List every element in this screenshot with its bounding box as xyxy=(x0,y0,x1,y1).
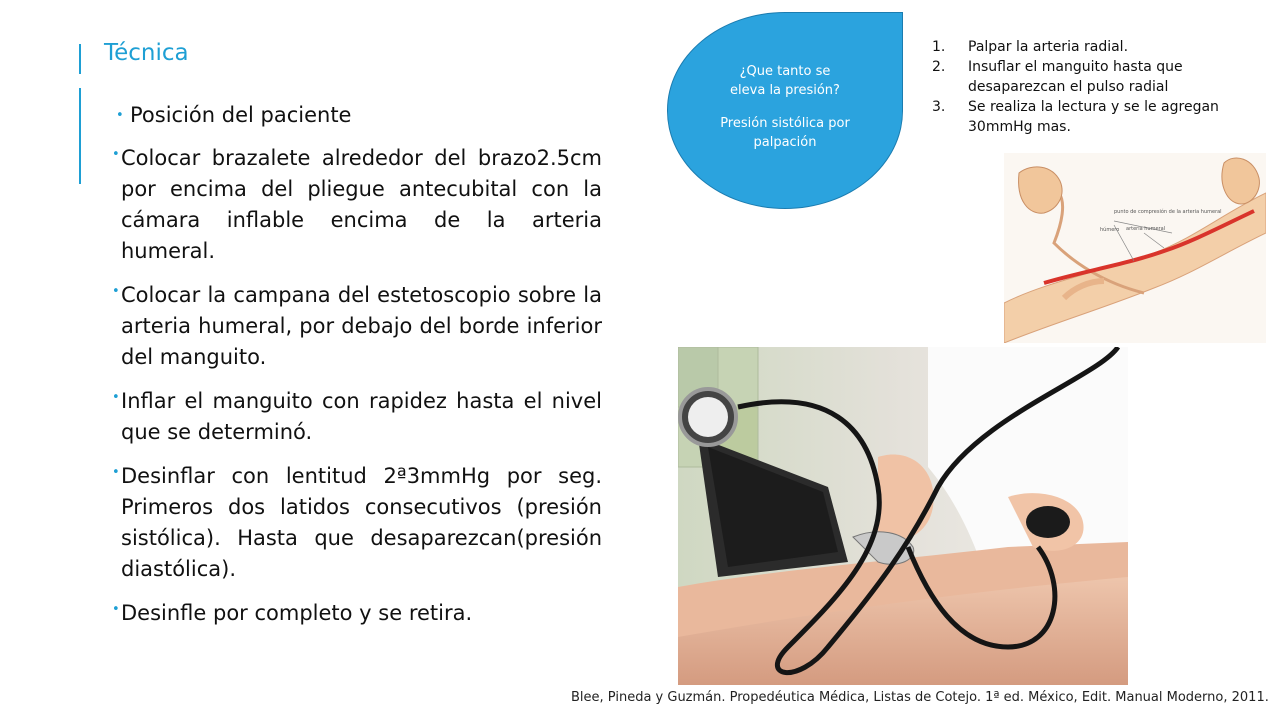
step-text xyxy=(968,57,1277,97)
illustration-label-artery: arteria humeral xyxy=(1126,226,1166,232)
blood-pressure-scene xyxy=(678,347,1128,685)
citation-text: Blee, Pineda y Guzmán. Propedéutica Médica, Listas de Cotejo. 1ª ed. México, Edit. Manual Moderno, 2011. xyxy=(571,690,1269,705)
step-number: 1. xyxy=(932,39,946,55)
accent-line-bottom xyxy=(79,88,81,184)
callout-question-line: eleva la presión? xyxy=(730,82,840,98)
step-item xyxy=(932,57,1277,97)
callout-drop xyxy=(667,12,903,209)
step-number: 2. xyxy=(932,59,946,75)
bullet-text: Desinfle por completo y se retira. xyxy=(121,601,473,625)
bullet-dot-icon: • xyxy=(112,284,120,299)
bullet-text: Colocar la campana del estetoscopio sobre la arteria humeral, por debajo del borde inferior del manguito. xyxy=(121,283,602,369)
arm-artery-drawing xyxy=(1004,153,1266,343)
callout-question-line: ¿Que tanto se xyxy=(739,63,831,79)
bullet-item xyxy=(112,461,602,585)
callout-answer-line: Presión sistólica por xyxy=(720,115,850,131)
bullet-item xyxy=(112,598,602,629)
bullet-item xyxy=(112,386,602,448)
bullet-text: Posición del paciente xyxy=(130,103,352,127)
step-line: desaparezcan el pulso radial xyxy=(968,79,1169,95)
bullet-item xyxy=(112,100,602,131)
step-text xyxy=(968,37,1277,57)
callout-answer xyxy=(720,114,850,152)
bullet-dot-icon: • xyxy=(112,465,120,480)
step-item xyxy=(932,97,1277,137)
step-line: Se realiza la lectura y se le agregan xyxy=(968,99,1219,115)
bullet-dot-icon: • xyxy=(112,147,120,162)
callout-answer-line: palpación xyxy=(753,134,817,150)
step-line: 30mmHg mas. xyxy=(968,119,1071,135)
illustration-label-bone: húmero xyxy=(1100,227,1120,233)
bullet-text: Desinflar con lentitud 2ª3mmHg por seg. Primeros dos latidos consecutivos (presión sistólica). Hasta que desaparezcan(presión diastólica). xyxy=(121,464,602,581)
accent-line-top xyxy=(79,44,81,74)
step-number: 3. xyxy=(932,99,946,115)
illustration-label-top: punto de compresión de la arteria humeral xyxy=(1114,209,1222,215)
step-text xyxy=(968,97,1277,137)
arm-illustration xyxy=(1004,153,1266,343)
bullet-text: Inflar el manguito con rapidez hasta el nivel que se determinó. xyxy=(121,389,602,444)
step-item xyxy=(932,37,1277,57)
bullet-dot-icon: • xyxy=(116,108,124,123)
bullet-item xyxy=(112,280,602,373)
steps-list xyxy=(932,37,1277,137)
bullet-text: Colocar brazalete alrededor del brazo2.5cm por encima del pliegue antecubital con la cámara inflable encima de la arteria humeral. xyxy=(121,146,602,263)
bullet-list xyxy=(112,100,602,642)
bullet-dot-icon: • xyxy=(112,390,120,405)
blood-pressure-photo xyxy=(678,347,1128,685)
step-line: Palpar la arteria radial. xyxy=(968,39,1129,55)
slide-title: Técnica xyxy=(104,40,189,66)
callout-question xyxy=(730,62,840,100)
step-line: Insuflar el manguito hasta que xyxy=(968,59,1183,75)
bullet-item xyxy=(112,143,602,267)
bullet-dot-icon: • xyxy=(112,602,120,617)
